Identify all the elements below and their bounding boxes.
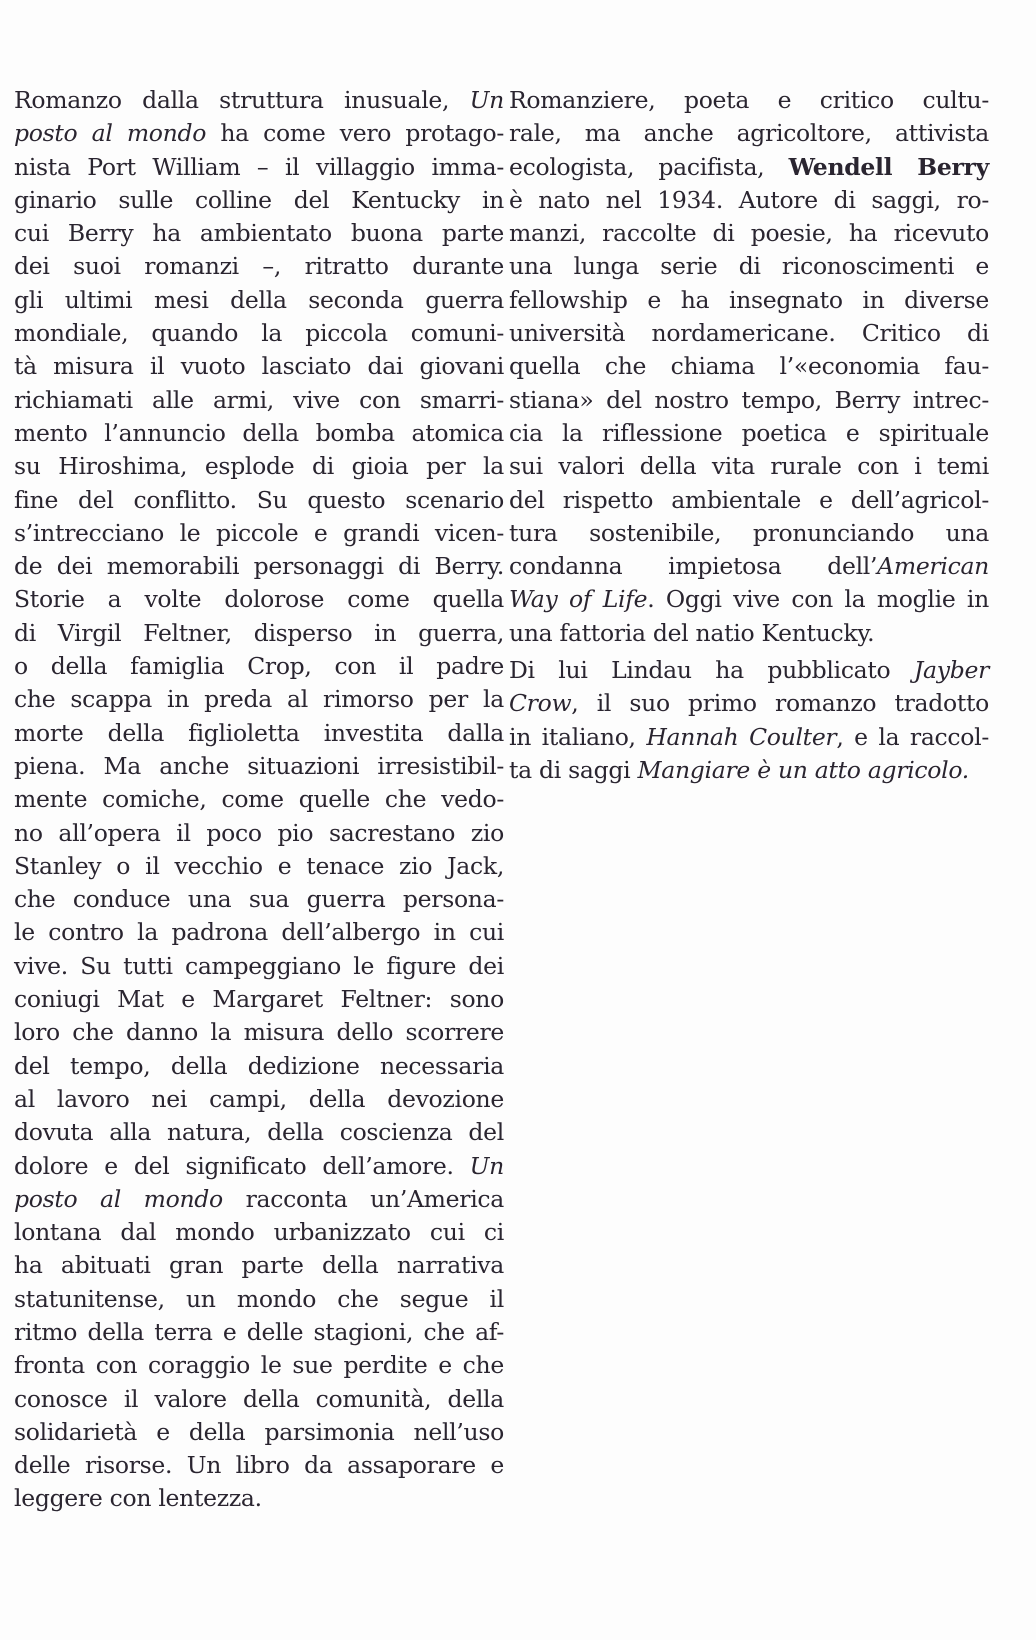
- text-run: del rispetto ambientale e dell’agricol-: [509, 485, 989, 514]
- text-run: condanna impietosa dell’: [509, 552, 878, 581]
- bio-line: [509, 654, 989, 687]
- synopsis-line: [14, 1482, 504, 1515]
- bio-line: [509, 517, 989, 550]
- text-run: una lunga serie di riconoscimenti e: [509, 252, 989, 281]
- text-run: ritmo della terra e delle stagioni, che af-: [14, 1317, 504, 1346]
- text-run: le contro la padrona dell’albergo in cui: [14, 918, 504, 947]
- text-run: su Hiroshima, esplode di gioia per la: [14, 452, 504, 481]
- synopsis-line: [14, 1216, 504, 1249]
- text-run: ecologista, pacifista,: [509, 152, 789, 181]
- synopsis-line: [14, 1416, 504, 1449]
- synopsis-line: [14, 250, 504, 283]
- synopsis-line: [14, 117, 504, 150]
- text-run: manzi, raccolte di poesie, ha ricevuto: [509, 219, 989, 248]
- italic-title-text: Un: [469, 1151, 504, 1180]
- text-run: al lavoro nei campi, della devozione: [14, 1084, 504, 1113]
- text-run: racconta un’America: [222, 1184, 504, 1213]
- bio-line: [509, 117, 989, 150]
- synopsis-line: [14, 1449, 504, 1482]
- synopsis-line: [14, 450, 504, 483]
- text-run: morte della figlioletta investita dalla: [14, 718, 504, 747]
- text-run: leggere con lentezza.: [14, 1484, 262, 1513]
- bio-line: [509, 84, 989, 117]
- text-run: conosce il valore della comunità, della: [14, 1384, 504, 1413]
- text-run: o della famiglia Crop, con il padre: [14, 652, 504, 681]
- bio-line: [509, 721, 989, 754]
- author-name-bold: Wendell Berry: [788, 152, 989, 181]
- synopsis-line: [14, 1349, 504, 1382]
- italic-title-text: Crow: [509, 689, 572, 718]
- bio-line: [509, 317, 989, 350]
- synopsis-line: [14, 916, 504, 949]
- synopsis-line: [14, 1183, 504, 1216]
- text-run: , il suo primo romanzo tradotto: [571, 689, 989, 718]
- text-run: vive. Su tutti campeggiano le figure dei: [14, 951, 504, 980]
- synopsis-line: [14, 717, 504, 750]
- text-run: statunitense, un mondo che segue il: [14, 1284, 504, 1313]
- bio-line: [509, 583, 989, 616]
- synopsis-line: [14, 284, 504, 317]
- text-run: tà misura il vuoto lasciato dai giovani: [14, 352, 504, 381]
- synopsis-line: [14, 1383, 504, 1416]
- author-bio-column: [509, 84, 989, 787]
- book-synopsis-column: [14, 84, 504, 1516]
- text-run: Storie a volte dolorose come quella: [14, 585, 504, 614]
- text-run: dovuta alla natura, della coscienza del: [14, 1118, 504, 1147]
- text-run: cui Berry ha ambientato buona parte: [14, 219, 504, 248]
- text-run: richiamati alle armi, vive con smarri-: [14, 385, 504, 414]
- text-run: Stanley o il vecchio e tenace zio Jack,: [14, 851, 504, 880]
- synopsis-line: [14, 950, 504, 983]
- text-run: lontana dal mondo urbanizzato cui ci: [14, 1218, 504, 1247]
- italic-title-text: Jayber: [913, 656, 989, 685]
- italic-title-text: posto al mondo: [14, 119, 207, 148]
- synopsis-line: [14, 683, 504, 716]
- text-run: in italiano,: [509, 722, 647, 751]
- synopsis-line: [14, 1283, 504, 1316]
- text-run: loro che danno la misura dello scorrere: [14, 1018, 504, 1047]
- text-run: mondiale, quando la piccola comuni-: [14, 319, 504, 348]
- synopsis-line: [14, 650, 504, 683]
- synopsis-line: [14, 1083, 504, 1116]
- text-run: università nordamericane. Critico di: [509, 319, 989, 348]
- text-run: mente comiche, come quelle che vedo-: [14, 785, 504, 814]
- synopsis-line: [14, 1016, 504, 1049]
- synopsis-line: [14, 983, 504, 1016]
- synopsis-line: [14, 1316, 504, 1349]
- synopsis-line: [14, 1050, 504, 1083]
- text-run: di Virgil Feltner, disperso in guerra,: [14, 618, 504, 647]
- text-run: fronta con coraggio le sue perdite e che: [14, 1351, 504, 1380]
- text-run: Di lui Lindau ha pubblicato: [509, 656, 914, 685]
- text-run: ha abituati gran parte della narrativa: [14, 1251, 504, 1280]
- text-run: piena. Ma anche situazioni irresistibil-: [14, 751, 504, 780]
- synopsis-line: [14, 750, 504, 783]
- synopsis-line: [14, 783, 504, 816]
- text-run: no all’opera il poco pio sacrestano zio: [14, 818, 504, 847]
- italic-title-text: Mangiare è un atto agricolo.: [637, 755, 969, 784]
- synopsis-line: [14, 1150, 504, 1183]
- italic-title-text: posto al mondo: [14, 1184, 223, 1213]
- text-run: è nato nel 1934. Autore di saggi, ro-: [509, 185, 989, 214]
- text-run: Romanziere, poeta e critico cultu-: [509, 86, 989, 114]
- text-run: ginario sulle colline del Kentucky in: [14, 185, 504, 214]
- bio-line: [509, 417, 989, 450]
- synopsis-line: [14, 1116, 504, 1149]
- text-run: dolore e del significato dell’amore.: [14, 1151, 470, 1180]
- synopsis-line: [14, 350, 504, 383]
- text-run: sui valori della vita rurale con i temi: [509, 452, 989, 481]
- text-run: mento l’annuncio della bomba atomica: [14, 418, 504, 447]
- text-run: Romanzo dalla struttura inusuale,: [14, 86, 470, 114]
- synopsis-line: [14, 184, 504, 217]
- text-run: ha come vero protago-: [206, 119, 504, 148]
- text-run: gli ultimi mesi della seconda guerra: [14, 285, 504, 314]
- text-run: , e la raccol-: [836, 722, 989, 751]
- synopsis-line: [14, 484, 504, 517]
- bio-line: [509, 350, 989, 383]
- bio-line: [509, 284, 989, 317]
- synopsis-line: [14, 317, 504, 350]
- italic-title-text: Way of Life: [509, 585, 648, 614]
- bio-line: [509, 151, 989, 184]
- text-run: delle risorse. Un libro da assaporare e: [14, 1451, 504, 1480]
- text-run: stiana» del nostro tempo, Berry intrec-: [509, 385, 989, 414]
- text-run: fine del conflitto. Su questo scenario: [14, 485, 504, 514]
- text-run: rale, ma anche agricoltore, attivista: [509, 119, 989, 148]
- text-run: nista Port William – il villaggio imma-: [14, 152, 504, 181]
- bio-line: [509, 250, 989, 283]
- bio-line: [509, 217, 989, 250]
- synopsis-line: [14, 517, 504, 550]
- bio-line: [509, 184, 989, 217]
- synopsis-line: [14, 850, 504, 883]
- synopsis-line: [14, 583, 504, 616]
- synopsis-line: [14, 217, 504, 250]
- text-run: quella che chiama l’«economia fau-: [509, 352, 989, 381]
- text-run: che conduce una sua guerra persona-: [14, 885, 504, 914]
- italic-title-text: Hannah Coulter: [646, 722, 837, 751]
- synopsis-line: [14, 550, 504, 583]
- synopsis-line: [14, 384, 504, 417]
- bio-line: [509, 450, 989, 483]
- text-run: del tempo, della dedizione necessaria: [14, 1051, 504, 1080]
- text-run: s’intrecciano le piccole e grandi vicen-: [14, 518, 504, 547]
- synopsis-line: [14, 617, 504, 650]
- bio-line: [509, 550, 989, 583]
- text-run: coniugi Mat e Margaret Feltner: sono: [14, 985, 504, 1014]
- synopsis-line: [14, 151, 504, 184]
- bio-line: [509, 687, 989, 720]
- synopsis-line: [14, 883, 504, 916]
- text-run: . Oggi vive con la moglie in: [647, 585, 989, 614]
- italic-title-text: Un: [469, 86, 504, 114]
- synopsis-line: [14, 417, 504, 450]
- synopsis-line: [14, 1249, 504, 1282]
- text-run: che scappa in preda al rimorso per la: [14, 685, 504, 714]
- bio-line: [509, 617, 989, 650]
- bio-line: [509, 754, 989, 787]
- text-run: tura sostenibile, pronunciando una: [509, 518, 989, 547]
- text-run: solidarietà e della parsimonia nell’uso: [14, 1417, 504, 1446]
- text-run: una fattoria del natio Kentucky.: [509, 618, 875, 647]
- text-run: ta di saggi: [509, 755, 638, 784]
- bio-line: [509, 484, 989, 517]
- synopsis-line: [14, 817, 504, 850]
- text-run: dei suoi romanzi –, ritratto durante: [14, 252, 504, 281]
- italic-title-text: American: [877, 552, 989, 581]
- text-run: de dei memorabili personaggi di Berry.: [14, 552, 504, 581]
- text-run: cia la riflessione poetica e spirituale: [509, 418, 989, 447]
- bio-line: [509, 384, 989, 417]
- synopsis-line: [14, 84, 504, 117]
- text-run: fellowship e ha insegnato in diverse: [509, 285, 989, 314]
